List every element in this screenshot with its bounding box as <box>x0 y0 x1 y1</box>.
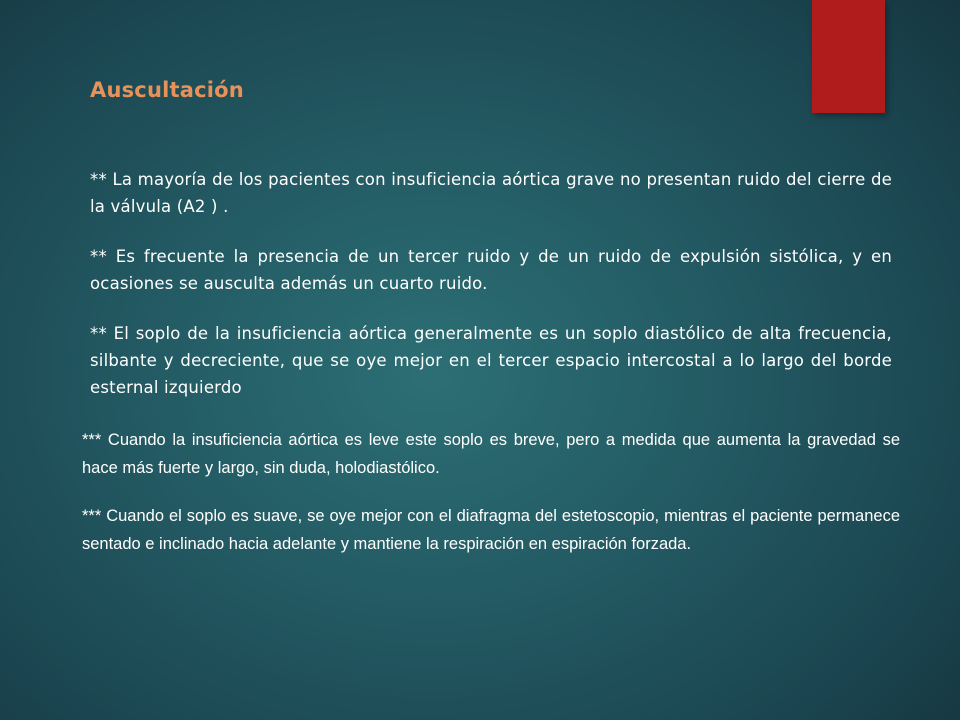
red-accent-bar <box>812 0 885 113</box>
slide-title: Auscultación <box>90 78 244 102</box>
paragraph-third-sound: ** Es frecuente la presencia de un tercer ruido y de un ruido de expulsión sistólica, y en ocasiones se ausculta además un cuarto ruido. <box>90 247 892 293</box>
paragraph-a2-sound: ** La mayoría de los pacientes con insuficiencia aórtica grave no presentan ruido del cierre de la válvula (A2 ) . <box>90 170 892 216</box>
paragraph-mild-insufficiency: *** Cuando la insuficiencia aórtica es leve este soplo es breve, pero a medida que aumenta la gravedad se hace más fuerte y largo, sin duda, holodiastólico. <box>82 431 900 477</box>
paragraph-diastolic-murmur: ** El soplo de la insuficiencia aórtica generalmente es un soplo diastólico de alta frecuencia, silbante y decreciente, que se oye mejor en el tercer espacio intercostal a lo largo del borde esternal izquierdo <box>90 324 892 397</box>
paragraph-soft-murmur: *** Cuando el soplo es suave, se oye mejor con el diafragma del estetoscopio, mientras el paciente permanece sentado e inclinado hacia adelante y mantiene la respiración en espiración forzada. <box>82 507 900 553</box>
